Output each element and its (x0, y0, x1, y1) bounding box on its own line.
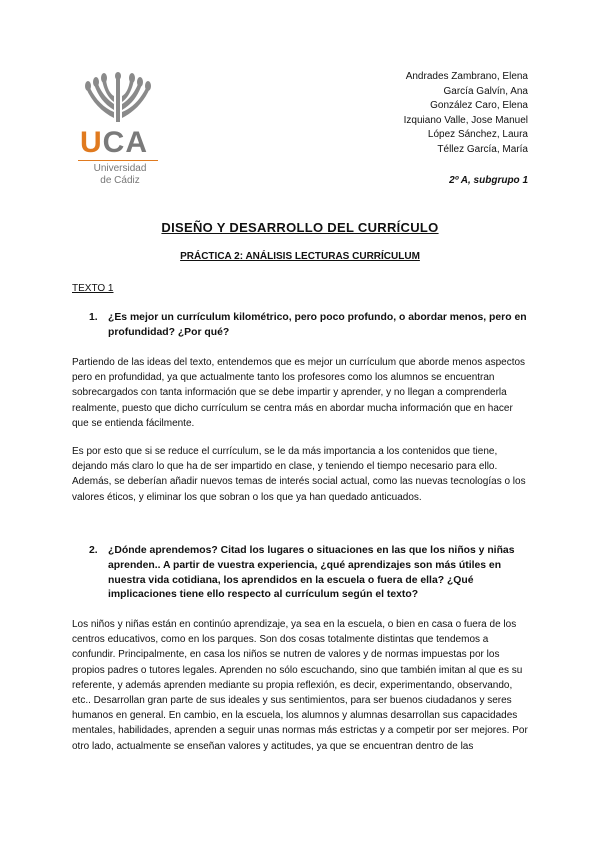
uca-emblem-icon (78, 72, 158, 128)
author-name: García Galvín, Ana (443, 85, 528, 97)
logo-divider (78, 160, 158, 161)
question-number: 1. (89, 312, 98, 323)
university-name-line1: Universidad (93, 163, 147, 174)
answer-paragraph-3: Los niños y niñas están en continúo aprendizaje, ya sea en la escuela, o bien en casa o fuera de los centros educativos, como en los parques. Son dos cosas totalmente distintas que tendemos a confundir. Principalmente, en casa los niños se nutren de valores y de normas impuestas por los propios padres o tutores legales. Aprenden no sólo escuchando, sino que también imitan al que es su referente, y además aprenden mediante su propia reflexión, es decir, experimentando, observando, etc.. Desarrollan gran parte de sus ideales y sus sentimientos, para ser buenos ciudadanos y seres humanos en general. En cambio, en la escuela, los alumnos y alumnas desarrollan sus capacidades mentales, habilidades, aprenden a seguir unas normas más estrictas y a competir por ser mejores. Por otro lado, actualmente se enseñan valores y actitudes, ya que se encuentran dentro de las (72, 619, 528, 752)
question-text: ¿Dónde aprendemos? Citad los lugares o situaciones en las que los niños y niñas aprenden.. A partir de vuestra experiencia, ¿qué aprendizajes son más útiles en nuestra vida cotidiana, los aprendidos en la escuela o fuera de ella? ¿Qué implicaciones tiene ello respecto al currículum según el texto? (108, 545, 515, 601)
author-name: González Caro, Elena (430, 100, 528, 112)
question-2 (90, 544, 530, 603)
question-1 (90, 311, 530, 341)
author-name: López Sánchez, Laura (427, 129, 528, 141)
author-list (404, 70, 528, 158)
uca-wordmark: UCA (80, 126, 149, 159)
section-heading: TEXTO 1 (72, 283, 114, 294)
group-label: 2º A, subgrupo 1 (449, 175, 528, 186)
answer-paragraph-2: Es por esto que si se reduce el currículum, se le da más importancia a los contenidos que tiene, dejando más claro lo que ha de ser impartido en clase, y teniendo el tiempo necesario para ello. Además, se deberían añadir nuevos temas de interés social actual, como las nuevas tecnologías o los valores éticos, y eliminar los que sobran o los que ya han quedado anticuados. (72, 446, 526, 503)
document-subtitle: PRÁCTICA 2: ANÁLISIS LECTURAS CURRÍCULUM (180, 251, 420, 262)
answer-paragraph-1: Partiendo de las ideas del texto, entendemos que es mejor un currículum que aborde menos aspectos pero en profundidad, ya que actualmente tanto los profesores como los alumnos se encuentran sobrecargados con tanta información que se debe impartir y aprender, y no llegan a comprenderla realmente, puesto que dicho currículum se centra más en abordar mucha información que en hacer que se entienda fácilmente. (72, 357, 526, 429)
author-name: Andrades Zambrano, Elena (405, 71, 528, 82)
author-name: Téllez García, María (437, 143, 528, 155)
question-number: 2. (89, 545, 98, 556)
university-name (80, 163, 160, 187)
document-title: DISEÑO Y DESARROLLO DEL CURRÍCULO (161, 220, 439, 235)
university-name-line2: de Cádiz (100, 175, 140, 186)
question-text: ¿Es mejor un currículum kilométrico, pero poco profundo, o abordar menos, pero en profundidad? ¿Por qué? (108, 312, 527, 338)
author-name: Izquiano Valle, Jose Manuel (403, 114, 528, 126)
